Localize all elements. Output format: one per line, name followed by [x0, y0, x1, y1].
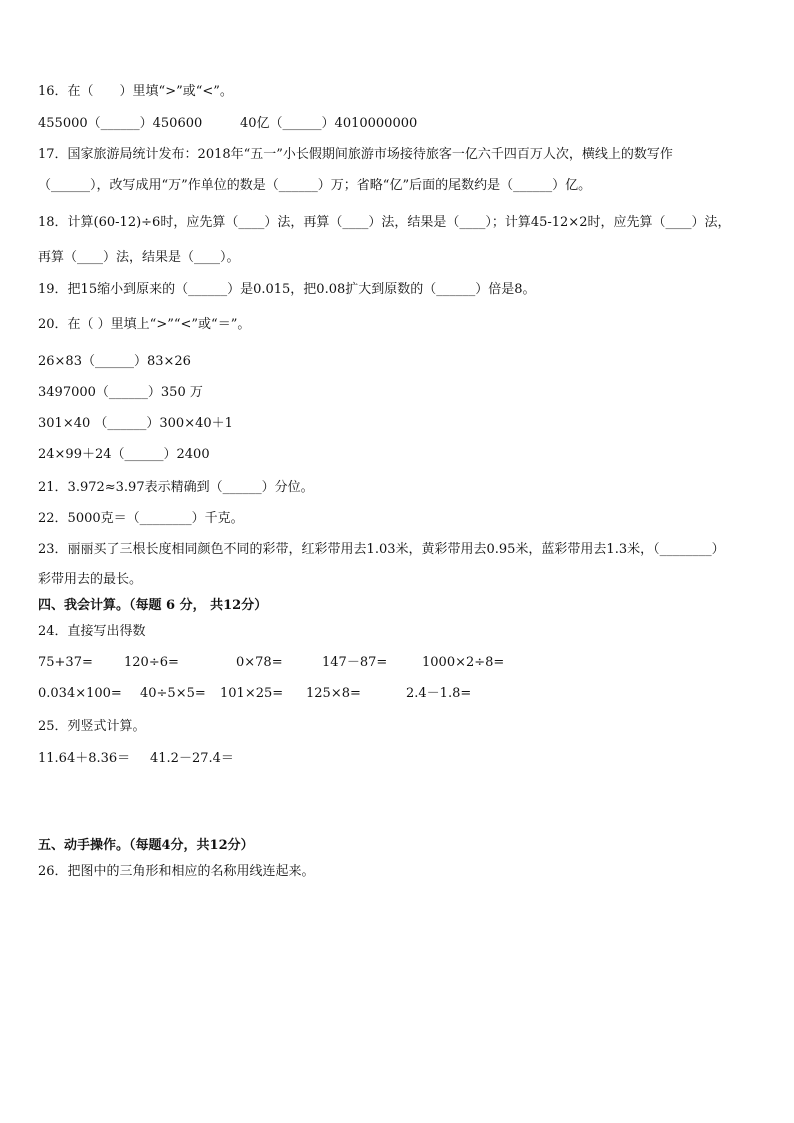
calc-item: 75+37=	[38, 655, 93, 670]
question-20-item: 3497000（______）350 万	[38, 385, 203, 400]
calc-item: 1000×2÷8=	[422, 655, 505, 670]
question-20-item: 24×99＋24（______）2400	[38, 447, 210, 462]
calc-item: 0×78=	[236, 655, 283, 670]
question-24-row-1	[38, 655, 504, 671]
question-16-item-b: 40亿（______）4010000000	[240, 116, 418, 131]
question-21: 21．3.972≈3.97表示精确到（______）分位。	[38, 480, 314, 495]
question-25: 25．列竖式计算。	[38, 719, 146, 734]
calc-item: 101×25=	[220, 686, 284, 701]
calc-item: 0.034×100=	[38, 686, 122, 701]
question-23-line-1: 23．丽丽买了三根长度相同颜色不同的彩带，红彩带用去1.03米，黄彩带用去0.95米，蓝彩带用去1.3米，（________）	[38, 542, 725, 557]
question-16: 16．在（ ）里填“>”或“<”。	[38, 84, 233, 99]
calc-item: 2.4－1.8=	[406, 686, 472, 701]
calc-item: 120÷6=	[124, 655, 179, 670]
section-5-title: 五、动手操作。（每题4分，共12分）	[38, 838, 254, 853]
question-20: 20．在（ ）里填上“>”“<”或“＝”。	[38, 317, 251, 332]
calc-item: 125×8=	[306, 686, 361, 701]
question-24-row-2	[38, 686, 471, 702]
calc-item: 40÷5×5=	[140, 686, 206, 701]
question-25-items	[38, 751, 234, 767]
question-26: 26．把图中的三角形和相应的名称用线连起来。	[38, 864, 315, 879]
question-23-line-2: 彩带用去的最长。	[38, 572, 143, 587]
vertical-calc-item: 11.64＋8.36＝	[38, 751, 131, 766]
section-4-title: 四、我会计算。（每题 6 分， 共12分）	[38, 598, 268, 613]
calc-item: 147－87=	[322, 655, 388, 670]
question-16-item-a: 455000（______）450600	[38, 116, 203, 131]
question-24: 24．直接写出得数	[38, 624, 146, 639]
question-16-items	[38, 116, 417, 132]
question-18-line-2: 再算（____）法，结果是（____）。	[38, 250, 240, 265]
question-19: 19．把15缩小到原来的（______）是0.015，把0.08扩大到原数的（______）倍是8。	[38, 282, 536, 297]
question-18-line-1: 18．计算(60-12)÷6时，应先算（____）法，再算（____）法，结果是（____）；计算45-12×2时，应先算（____）法，	[38, 215, 731, 230]
vertical-calc-item: 41.2－27.4＝	[150, 751, 234, 766]
question-20-item: 301×40 （______）300×40＋1	[38, 416, 233, 431]
question-20-item: 26×83（______）83×26	[38, 354, 191, 369]
question-17-line-1: 17．国家旅游局统计发布：2018年“五一”小长假期间旅游市场接待旅客一亿六千四百万人次，横线上的数写作	[38, 147, 673, 162]
question-22: 22．5000克＝（________）千克。	[38, 511, 244, 526]
question-17-line-2: （______），改写成用“万”作单位的数是（______）万；省略“亿”后面的尾数约是（______）亿。	[38, 178, 592, 193]
